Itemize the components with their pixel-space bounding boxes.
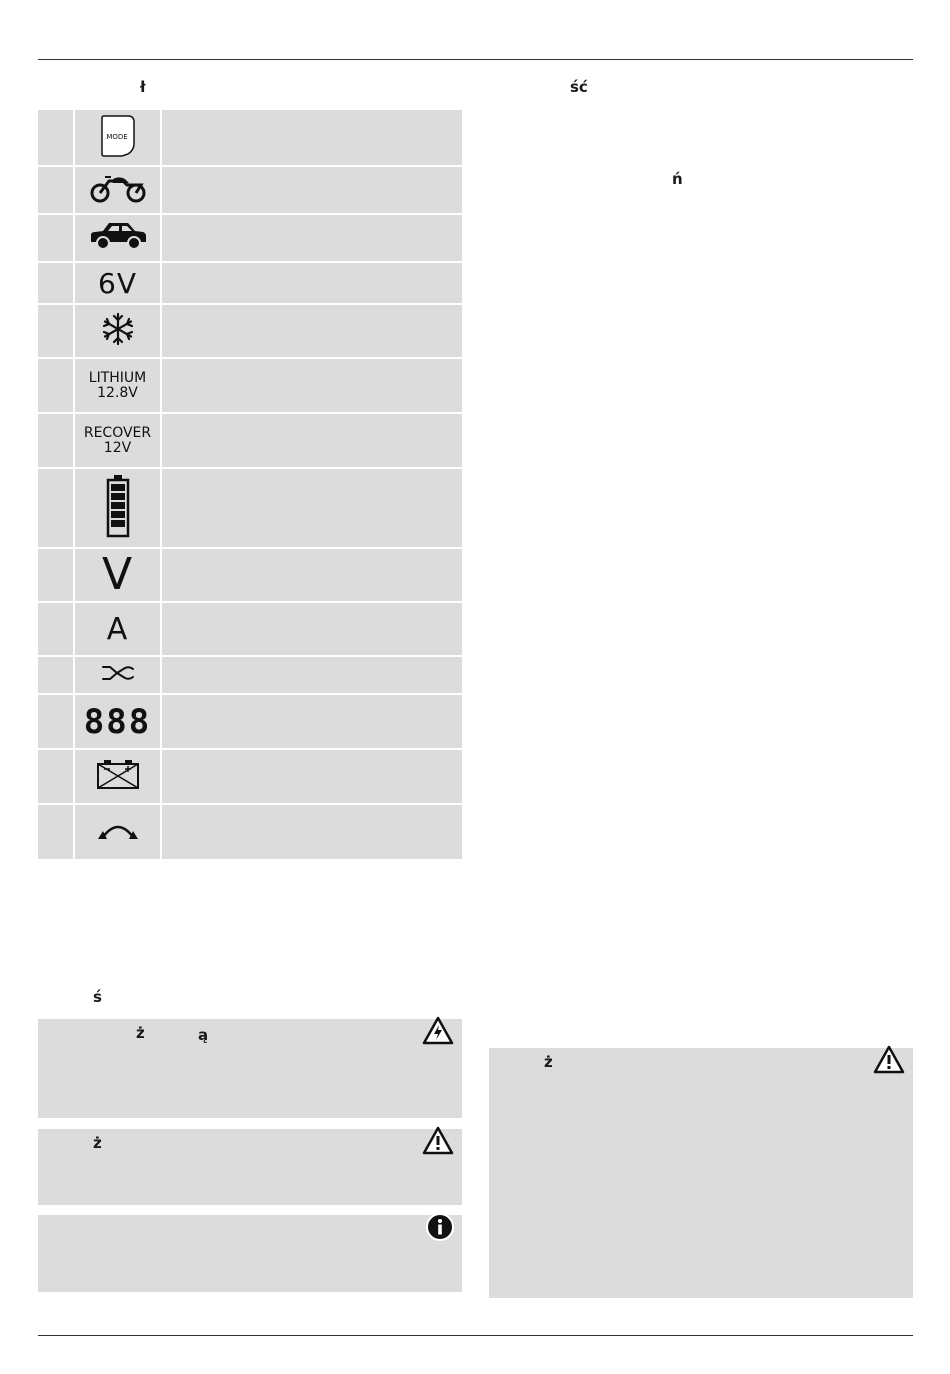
lithium-line1: LITHIUM [88,369,147,386]
battery-fault-icon [96,759,140,795]
table-row [38,110,462,167]
danger-title-fragment-1: ż [136,1024,145,1042]
lithium-line2: 12.8V [97,384,138,401]
note-box [38,1215,462,1292]
table-row [38,549,462,603]
table-row [38,695,462,750]
segment-display-icon: 888 [83,701,152,742]
ampere-icon: A [106,611,129,647]
table-row [38,167,462,215]
info-icon [425,1212,455,1246]
snowflake-icon [101,312,135,350]
mode-label: MODE [105,132,128,141]
6v-icon: 6V [98,266,137,300]
recover-line1: RECOVER [83,424,152,441]
recover-icon [84,426,151,456]
table-row [38,215,462,263]
recover-line2: 12V [103,439,132,456]
danger-title-fragment-2: ą [198,1026,209,1044]
warning-title-fragment-right: ż [544,1053,553,1071]
symbol-table [38,110,462,859]
mode-button-icon [100,114,136,162]
table-row [38,414,462,469]
table-row [38,657,462,695]
warning-notice-box [38,1129,462,1205]
table-row [38,805,462,859]
right-text-fragment: ń [672,170,683,188]
lithium-icon [89,371,146,401]
warning-title-fragment: ż [93,1134,102,1152]
motorcycle-icon [89,171,147,209]
voltage-icon: V [101,549,134,600]
reverse-polarity-icon [97,819,139,845]
electric-hazard-icon [422,1016,454,1050]
table-row [38,305,462,359]
table-row [38,263,462,305]
warning-icon [422,1126,454,1160]
table-row [38,603,462,657]
table-row [38,359,462,414]
battery-level-icon [106,474,130,542]
clamp-icon [101,663,135,687]
warning-icon [873,1045,905,1079]
right-heading-fragment: ść [570,78,588,96]
danger-notice-box [38,1019,462,1118]
header-rule [38,59,913,60]
footer-rule [38,1335,913,1336]
warning-notice-box-right [489,1048,913,1298]
table-row [38,469,462,549]
car-icon [88,220,148,256]
left-section-fragment: ś [93,988,102,1006]
table-row [38,750,462,805]
left-heading-fragment: ł [140,78,146,96]
